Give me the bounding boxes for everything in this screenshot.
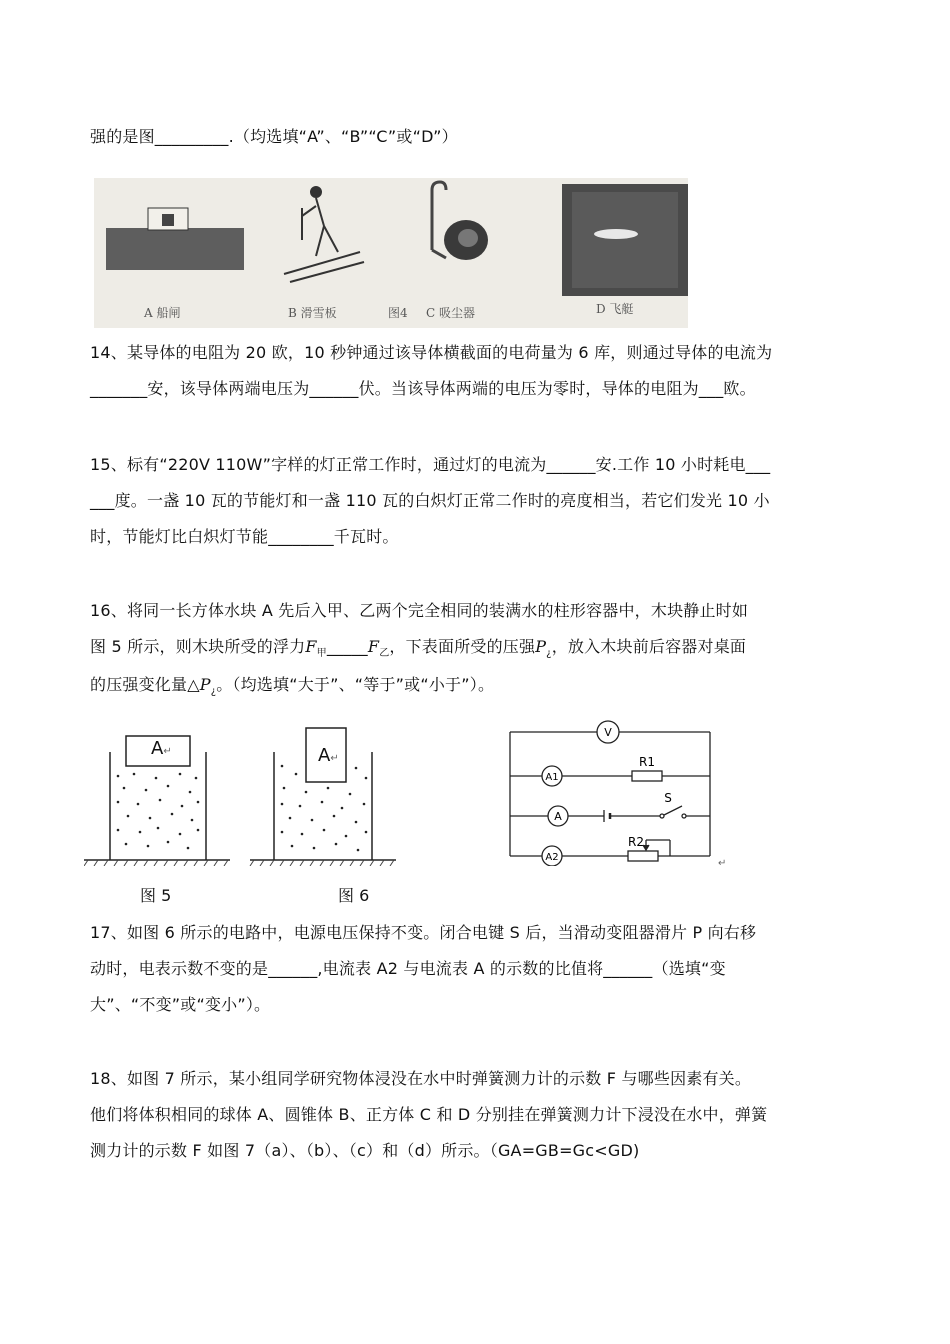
q16-line-1: 16、将同一长方体水块 A 先后入甲、乙两个完全相同的装满水的柱形容器中，木块静止时如 [90,601,749,620]
q16-text-c: ，放入木块前后容器对桌面 [551,637,747,656]
figure-4-photos [94,178,688,328]
figure-6-caption: 图 6 [338,886,370,905]
q16-text-d: 的压强变化量△ [90,675,200,694]
lock-wall-shape [106,228,244,270]
return-mark-1: ↵ [163,746,172,757]
force-f2-symbol: F [367,637,380,656]
photo-label-fig4: 图4 [388,306,408,320]
photo-label-d: D 飞艇 [596,302,634,316]
delta-p-sub: ¿ [210,686,217,698]
photo-label-c: C 吸尘器 [426,306,475,320]
q13-tail-line: 强的是图_________.（均选填“A”、“B”“C”或“D”） [90,127,458,146]
figure-5-6-containers [84,726,404,866]
airship-shape [594,229,638,239]
force-f-symbol: F [305,637,317,656]
water-dots-fig5 [117,773,200,850]
figure-5-caption: 图 5 [140,886,172,905]
q16-text-e: 。（均选填“大于”、“等于”或“小于”）。 [216,675,495,694]
resistor-r2-label: R2 [628,835,644,849]
block-a-label-text-1: A [151,738,164,759]
skier-shape [284,187,364,282]
q14-line-1: 14、某导体的电阻为 20 欧，10 秒钟通过该导体横截面的电荷量为 6 库，则通过导体的电流为 [90,343,773,362]
block-a-label-text-2: A [318,745,331,766]
voltmeter-label: V [604,726,612,739]
q16-text-b: ，下表面所受的压强 [389,637,536,656]
circuit-diagram [506,716,726,866]
return-mark-2: ↵ [330,753,339,764]
block-a-label-fig6 [318,746,339,769]
q16-text-a: 图 5 所示，则木块所受的浮力 [90,637,306,656]
boat-shape [162,214,174,226]
ammeter-a2-label: A2 [545,852,559,863]
q17-line-1: 17、如图 6 所示的电路中，电源电压保持不变。闭合电键 S 后，当滑动变阻器滑片 P 向右移 [90,923,757,942]
q18-line-1: 18、如图 7 所示，某小组同学研究物体浸没在水中时弹簧测力计的示数 F 与哪些因素有关。 [90,1069,752,1088]
q17-line-2: 动时，电表示数不变的是______,电流表 A2 与电流表 A 的示数的比值将______（选填“变 [90,959,726,978]
q16-line-2 [90,636,746,665]
q14-line-2: _______安，该导体两端电压为______伏。当该导体两端的电压为零时，导体的电阻为___欧。 [90,379,756,398]
ammeter-a-label: A [554,810,562,823]
q18-line-3: 测力计的示数 F 如图 7（a）、（b）、（c）和（d）所示。（GA=GB=Gc<GD) [90,1141,640,1160]
vacuum-shape [432,182,488,260]
delta-p-symbol: P [199,675,211,694]
pressure-p-symbol: P [535,637,547,656]
q16-blank: _____ [326,637,368,656]
block-a-label-fig5 [151,739,172,762]
resistor-r1-label: R1 [639,755,655,769]
circuit-return-mark: ↵ [718,858,726,866]
force-sub-jia: 甲 [316,648,327,660]
photo-label-b: B 滑雪板 [288,306,337,320]
photo-label-a: A 船闸 [144,306,181,320]
q15-line-2: ___度。一盏 10 瓦的节能灯和一盏 110 瓦的白炽灯正常二作时的亮度相当，若它们发光 10 小 [90,491,770,510]
q15-line-1: 15、标有“220V 110W”字样的灯正常工作时，通过灯的电流为______安.工作 10 小时耗电___ [90,455,771,474]
q15-line-3: 时，节能灯比白炽灯节能________千瓦时。 [90,527,399,546]
airship-sky [572,192,678,288]
force-sub-yi: 乙 [379,648,390,660]
q17-line-3: 大”、“不变”或“变小”）。 [90,995,271,1014]
pressure-sub: ¿ [546,648,552,660]
q16-line-3 [90,674,494,703]
ammeter-a1-label: A1 [545,772,559,783]
q18-line-2: 他们将体积相同的球体 A、圆锥体 B、正方体 C 和 D 分别挂在弹簧测力计下浸没在水中，弹簧 [90,1105,768,1124]
switch-s-label: S [664,791,672,805]
